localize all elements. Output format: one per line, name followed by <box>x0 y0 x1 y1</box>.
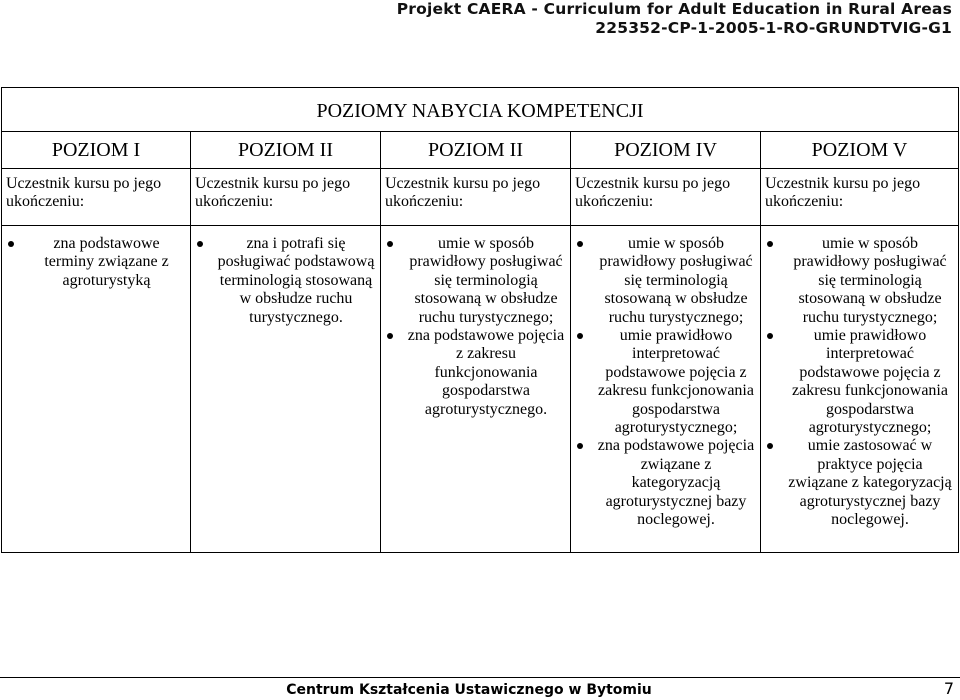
level-3-competences <box>381 226 571 553</box>
competence-list <box>195 235 376 327</box>
level-header: POZIOM I <box>2 132 191 169</box>
intro-text: Uczestnik kursu po jego ukończeniu: <box>191 169 381 226</box>
competence-row <box>2 226 959 553</box>
level-2-competences <box>191 226 381 553</box>
competence-list <box>6 235 186 290</box>
competence-item: umie zastosować w praktyce pojęcia związane z kategoryzacją agroturystycznej bazy noclegowej. <box>765 437 954 529</box>
document-footer <box>0 677 960 700</box>
level-4-competences <box>571 226 761 553</box>
competence-item: umie w sposób prawidłowy posługiwać się terminologią stosowaną w obsłudze ruchu turystycznego; <box>765 235 954 327</box>
table-title-row <box>2 88 959 132</box>
competence-item: zna podstawowe pojęcia związane z kategoryzacją agroturystycznej bazy noclegowej. <box>575 437 756 529</box>
document-header <box>397 0 952 38</box>
page-number: 7 <box>943 679 954 698</box>
competence-item: umie prawidłowo interpretować podstawowe pojęcia z zakresu funkcjonowania gospodarstwa agroturystycznego; <box>575 327 756 437</box>
level-1-competences <box>2 226 191 553</box>
competence-list <box>765 235 954 530</box>
intro-row <box>2 169 959 226</box>
level-header-row <box>2 132 959 169</box>
level-header: POZIOM II <box>381 132 571 169</box>
table-title: POZIOMY NABYCIA KOMPETENCJI <box>2 88 959 132</box>
intro-text: Uczestnik kursu po jego ukończeniu: <box>761 169 959 226</box>
header-project-code: 225352-CP-1-2005-1-RO-GRUNDTVIG-G1 <box>595 19 952 37</box>
competence-item: zna podstawowe pojęcia z zakresu funkcjonowania gospodarstwa agroturystycznego. <box>385 327 566 419</box>
competence-item: umie w sposób prawidłowy posługiwać się terminologią stosowaną w obsłudze ruchu turystycznego; <box>575 235 756 327</box>
intro-text: Uczestnik kursu po jego ukończeniu: <box>381 169 571 226</box>
level-header: POZIOM IV <box>571 132 761 169</box>
level-header: POZIOM II <box>191 132 381 169</box>
competence-item: zna podstawowe terminy związane z agroturystyką <box>6 235 186 290</box>
intro-text: Uczestnik kursu po jego ukończeniu: <box>2 169 191 226</box>
header-project-title: Projekt CAERA - Curriculum for Adult Education in Rural Areas <box>396 0 952 18</box>
level-5-competences <box>761 226 959 553</box>
competence-list <box>575 235 756 530</box>
level-header: POZIOM V <box>761 132 959 169</box>
footer-institution: Centrum Kształcenia Ustawicznego w Bytomiu <box>286 682 652 698</box>
competence-levels-table <box>1 87 959 553</box>
competence-item: umie w sposób prawidłowy posługiwać się terminologią stosowaną w obsłudze ruchu turystycznego; <box>385 235 566 327</box>
competence-item: zna i potrafi się posługiwać podstawową terminologią stosowaną w obsłudze ruchu turystycznego. <box>195 235 376 327</box>
competence-list <box>385 235 566 419</box>
intro-text: Uczestnik kursu po jego ukończeniu: <box>571 169 761 226</box>
competence-item: umie prawidłowo interpretować podstawowe pojęcia z zakresu funkcjonowania gospodarstwa agroturystycznego; <box>765 327 954 437</box>
